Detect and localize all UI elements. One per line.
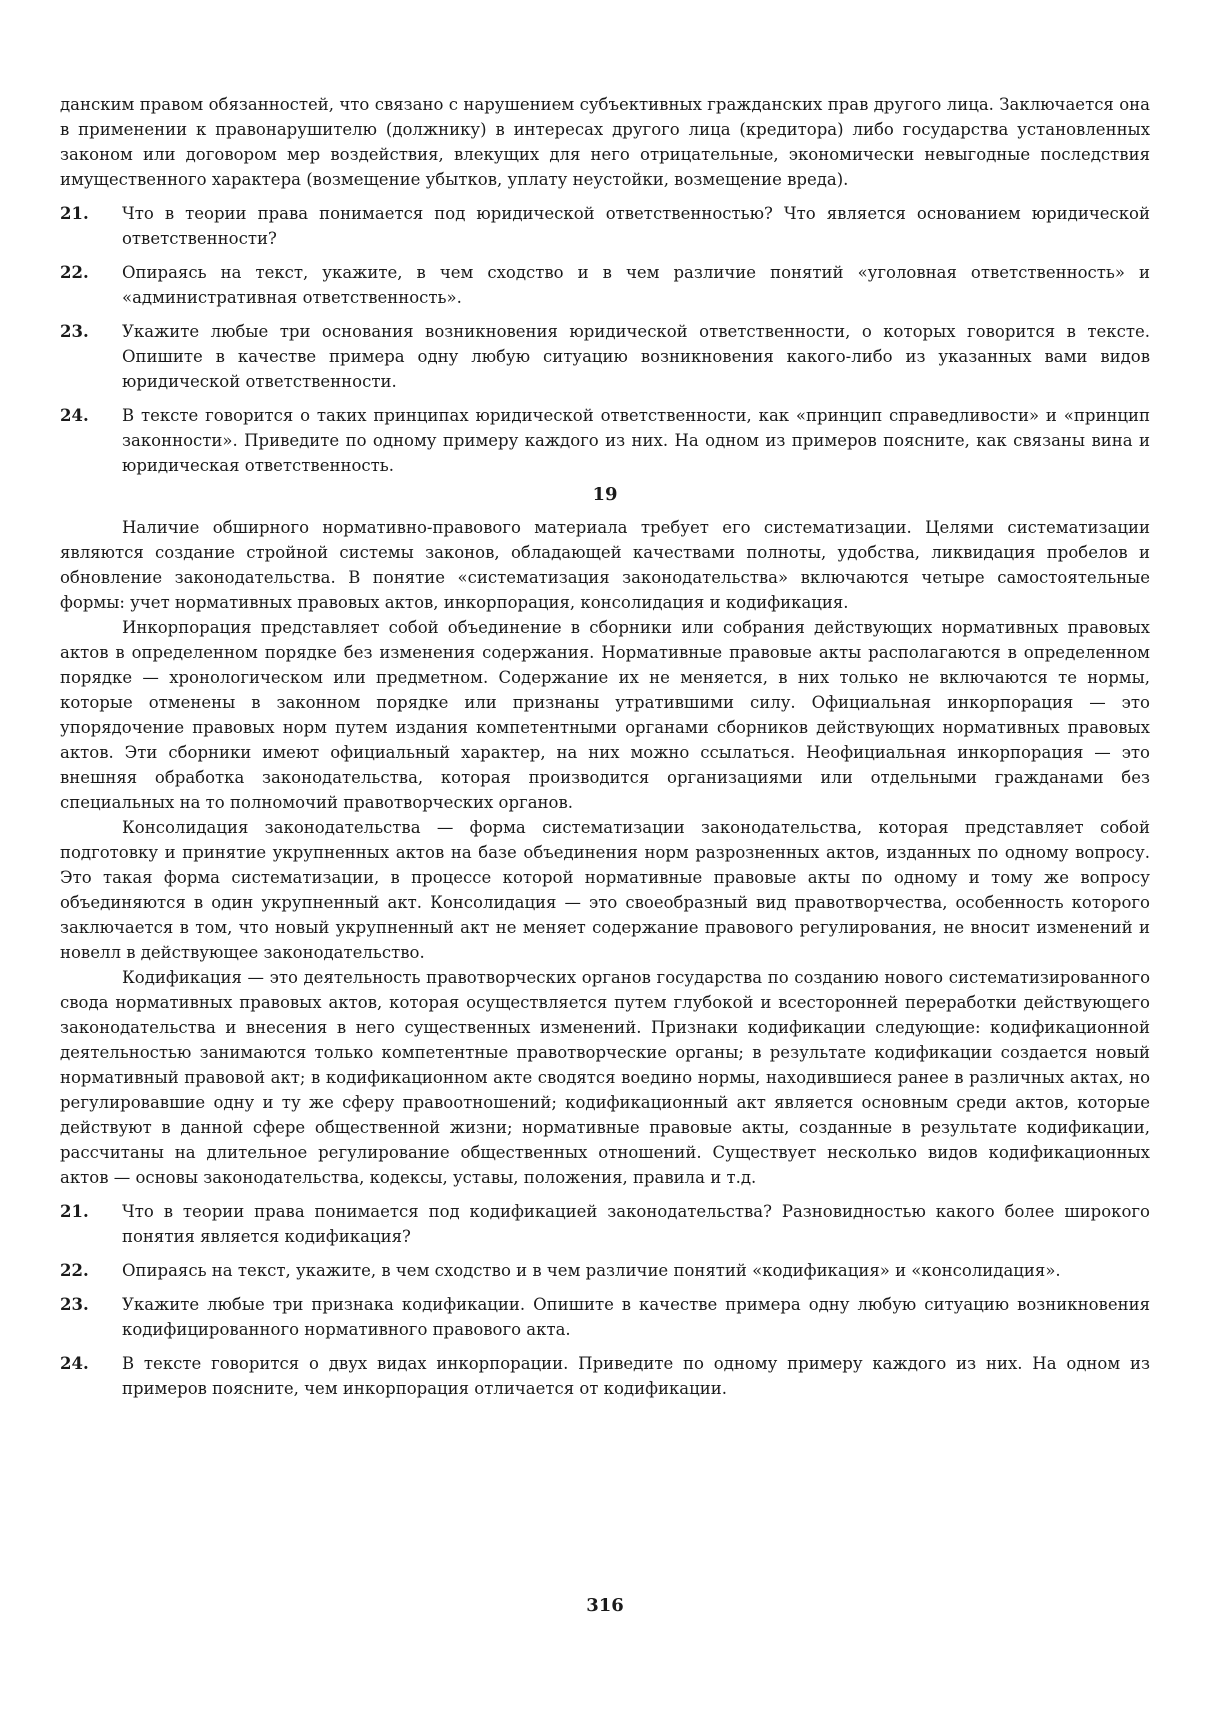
question-number: 21. bbox=[60, 204, 89, 223]
question-item bbox=[60, 1258, 1150, 1283]
question-item bbox=[60, 403, 1150, 478]
question-text: Укажите любые три основания возникновения юридической ответственности, о которых говорится в тексте. Опишите в качестве примера одну любую ситуацию возникновения какого-либо из указанных вами видов юридической ответственности. bbox=[122, 322, 1150, 391]
question-list-18 bbox=[60, 201, 1150, 478]
body-paragraph: Консолидация законодательства — форма систематизации законодательства, которая представляет собой подготовку и принятие укрупненных актов на базе объединения норм разрозненных актов, изданных по одному вопросу. Это такая форма систематизации, в процессе которой нормативные правовые акты по одному и тому же вопросу объединяются в один укрупненный акт. Консолидация — это своеобразный вид правотворчества, особенность которого заключается в том, что новый укрупненный акт не меняет содержание правового регулирования, не вносит изменений и новелл в действующее законодательство. bbox=[60, 818, 1150, 962]
question-item bbox=[60, 319, 1150, 394]
question-text: Что в теории права понимается под кодификацией законодательства? Разновидностью какого более широкого понятия является кодификация? bbox=[122, 1202, 1150, 1246]
page-number: 316 bbox=[586, 1595, 624, 1616]
question-list-19 bbox=[60, 1199, 1150, 1401]
question-text: В тексте говорится о двух видах инкорпорации. Приведите по одному примеру каждого из них. На одном из примеров поясните, чем инкорпорация отличается от кодификации. bbox=[122, 1354, 1150, 1398]
question-number: 24. bbox=[60, 406, 89, 425]
question-item bbox=[60, 260, 1150, 310]
question-text: Что в теории права понимается под юридической ответственностью? Что является основанием юридической ответственности? bbox=[122, 204, 1150, 248]
question-text: Опираясь на текст, укажите, в чем сходство и в чем различие понятий «уголовная ответственность» и «административная ответственность». bbox=[122, 263, 1150, 307]
question-number: 22. bbox=[60, 263, 89, 282]
section-number: 19 bbox=[592, 484, 618, 505]
question-number: 22. bbox=[60, 1261, 89, 1280]
question-text: Опираясь на текст, укажите, в чем сходство и в чем различие понятий «кодификация» и «консолидация». bbox=[122, 1261, 1061, 1280]
question-item bbox=[60, 1292, 1150, 1342]
question-number: 23. bbox=[60, 322, 89, 341]
body-paragraph: Наличие обширного нормативно-правового материала требует его систематизации. Целями систематизации являются создание стройной системы законов, обладающей качествами полноты, удобства, ликвидация пробелов и обновление законодательства. В понятие «систематизация законодательства» включаются четыре самостоятельные формы: учет нормативных правовых актов, инкорпорация, консолидация и кодификация. bbox=[60, 518, 1150, 612]
question-number: 21. bbox=[60, 1202, 89, 1221]
continuation-paragraph: данским правом обязанностей, что связано с нарушением субъективных гражданских прав другого лица. Заключается она в применении к правонарушителю (должнику) в интересах другого лица (кредитора) либо государства установленных законом или договором мер воздействия, влекущих для него отрицательные, экономически невыгодные последствия имущественного характера (возмещение убытков, уплату неустойки, возмещение вреда). bbox=[60, 95, 1150, 189]
section-19-text bbox=[60, 515, 1150, 1190]
body-paragraph: Инкорпорация представляет собой объединение в сборники или собрания действующих нормативных правовых актов в определенном порядке без изменения содержания. Нормативные правовые акты располагаются в определенном порядке — хронологическом или предметном. Содержание их не меняется, в них только не включаются те нормы, которые отменены в законном порядке или признаны утратившими силу. Официальная инкорпорация — это упорядочение правовых норм путем издания компетентными органами сборников действующих нормативных правовых актов. Эти сборники имеют официальный характер, на них можно ссылаться. Неофициальная инкорпорация — это внешняя обработка законодательства, которая производится организациями или отдельными гражданами без специальных на то полномочий правотворческих органов. bbox=[60, 618, 1150, 812]
question-number: 23. bbox=[60, 1295, 89, 1314]
question-text: Укажите любые три признака кодификации. Опишите в качестве примера одну любую ситуацию возникновения кодифицированного нормативного правового акта. bbox=[122, 1295, 1150, 1339]
question-item bbox=[60, 1199, 1150, 1249]
question-item bbox=[60, 201, 1150, 251]
question-number: 24. bbox=[60, 1354, 89, 1373]
body-paragraph: Кодификация — это деятельность правотворческих органов государства по созданию нового систематизированного свода нормативных правовых актов, которая осуществляется путем глубокой и всесторонней переработки действующего законодательства и внесения в него существенных изменений. Признаки кодификации следующие: кодификационной деятельностью занимаются только компетентные правотворческие органы; в результате кодификации создается новый нормативный правовой акт; в кодификационном акте сводятся воедино нормы, находившиеся ранее в различных актах, но регулировавшие одну и ту же сферу правоотношений; кодификационный акт является основным среди актов, которые действуют в данной сфере общественной жизни; нормативные правовые акты, созданные в результате кодификации, рассчитаны на длительное регулирование общественных отношений. Существует несколько видов кодификационных актов — основы законодательства, кодексы, уставы, положения, правила и т.д. bbox=[60, 968, 1150, 1187]
question-item bbox=[60, 1351, 1150, 1401]
question-text: В тексте говорится о таких принципах юридической ответственности, как «принцип справедливости» и «принцип законности». Приведите по одному примеру каждого из них. На одном из примеров поясните, как связаны вина и юридическая ответственность. bbox=[122, 406, 1150, 475]
